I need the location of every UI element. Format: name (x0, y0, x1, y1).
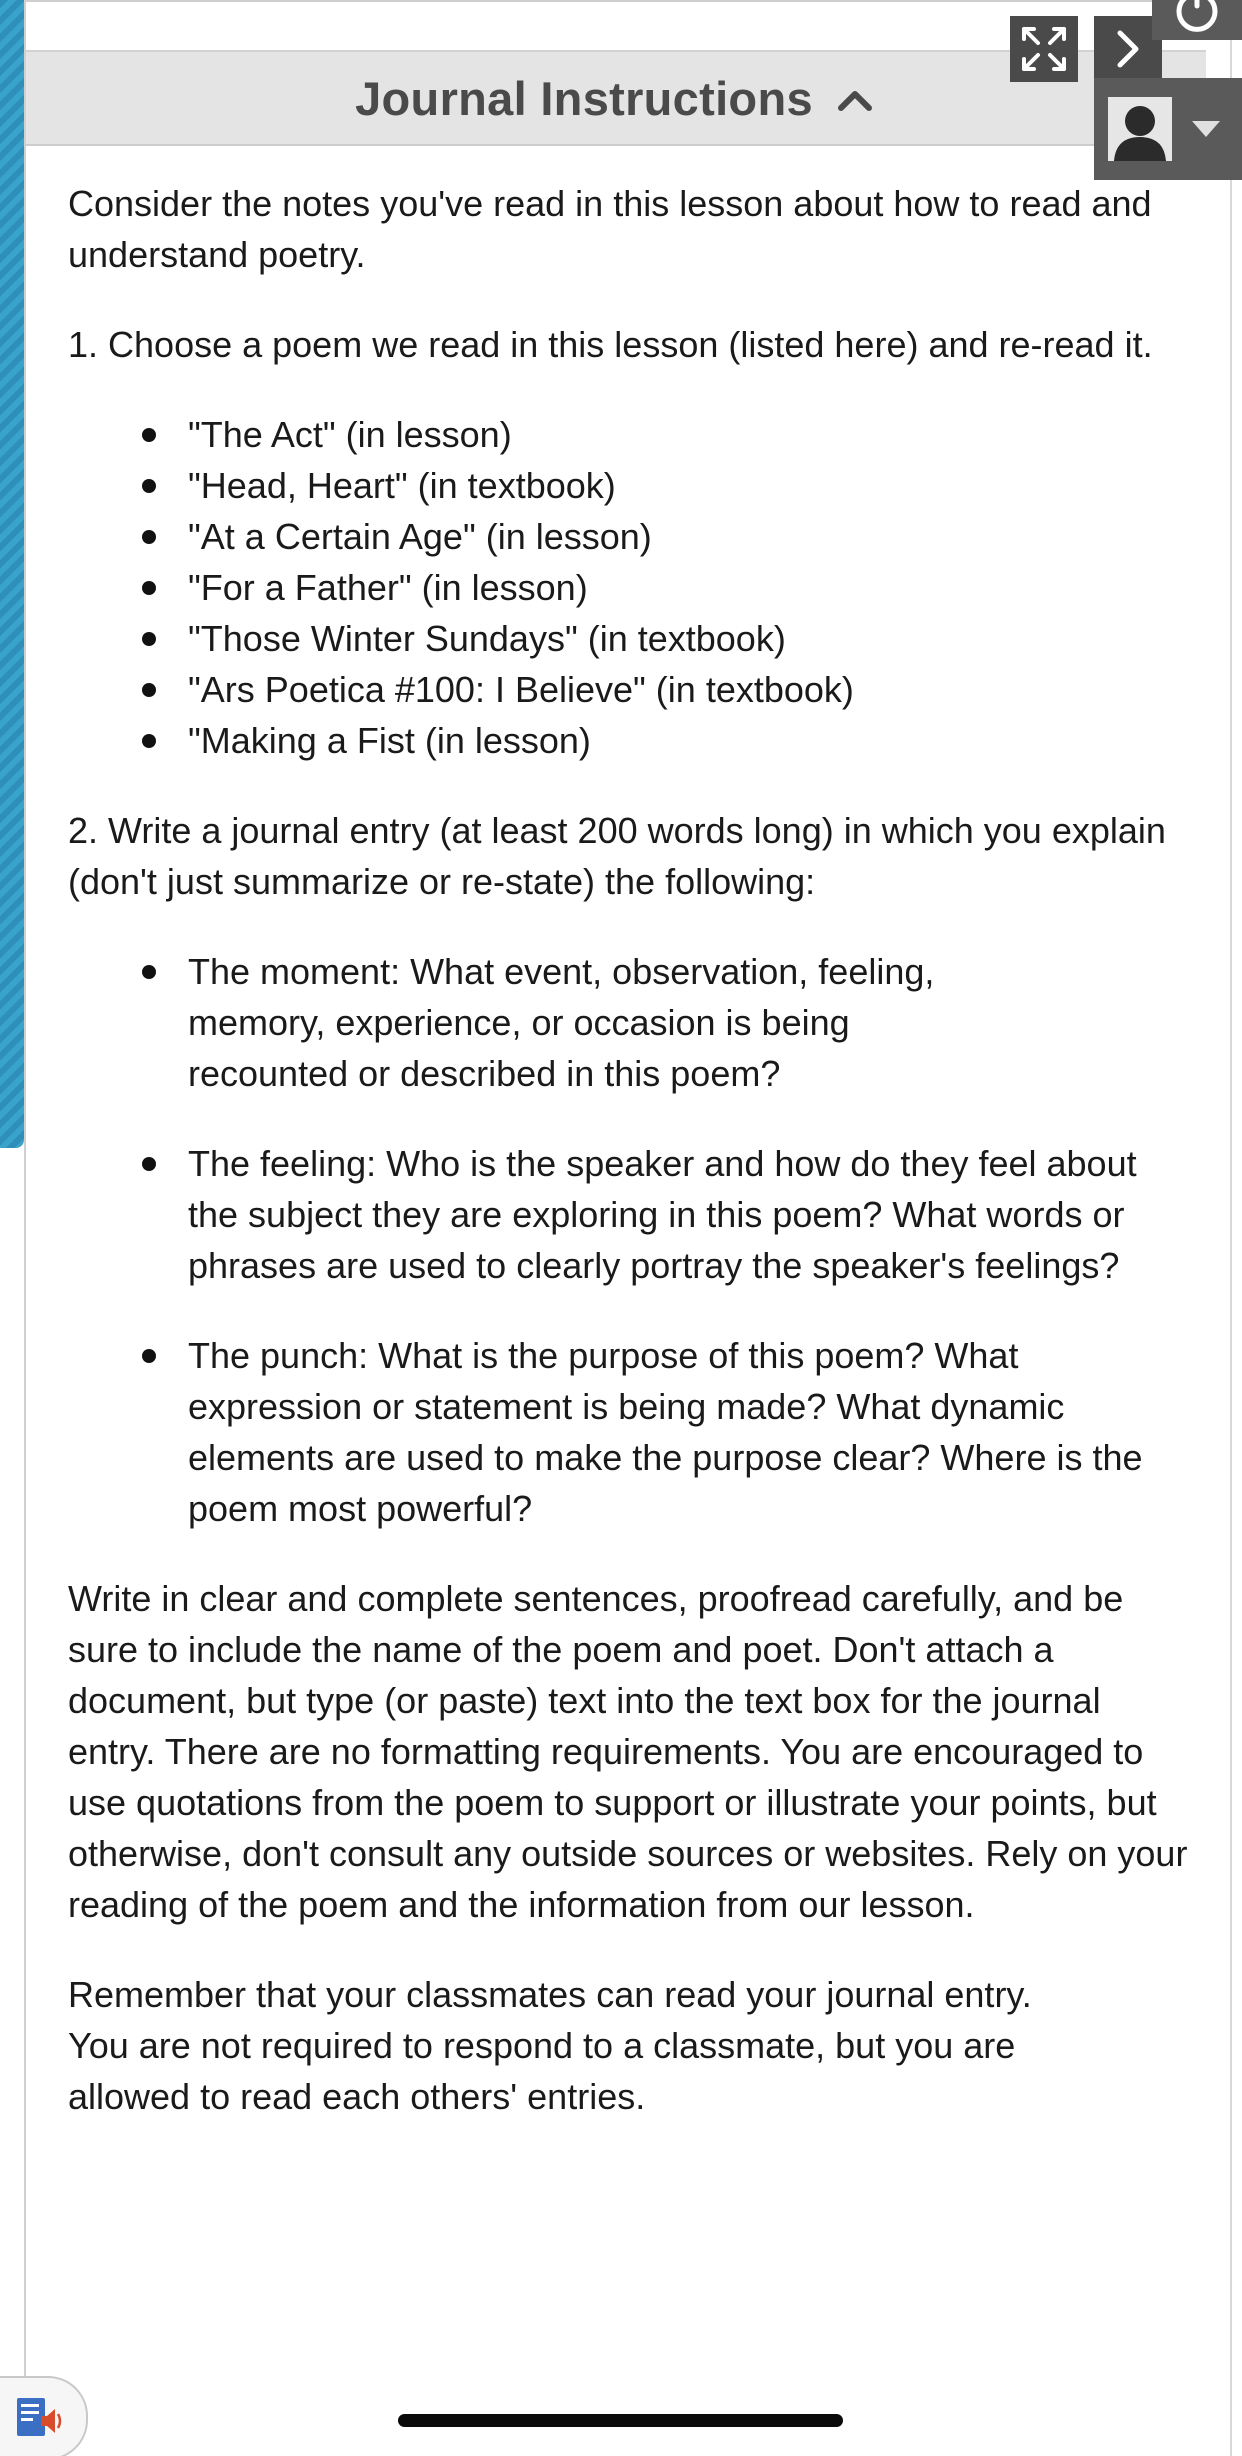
frame-right-border (1230, 0, 1232, 2456)
reminder-paragraph: Remember that your classmates can read your journal entry. You are not required to respond to a classmate, but you are allowed to read each others' entries. (68, 1974, 1032, 2117)
poem-list-item: "Making a Fist (in lesson) (188, 715, 1188, 766)
home-indicator[interactable] (398, 2414, 843, 2427)
power-icon (1169, 0, 1225, 36)
chevron-up-icon[interactable] (833, 78, 877, 122)
frame-left-border (24, 0, 26, 2456)
user-menu-button[interactable] (1094, 78, 1242, 180)
left-accent-stripe (0, 0, 24, 1148)
text-to-speech-button[interactable] (0, 2376, 88, 2456)
top-border (26, 0, 1171, 2)
expand-button[interactable] (1010, 16, 1078, 82)
poem-list-item: "Ars Poetica #100: I Believe" (in textbook) (188, 664, 1188, 715)
poem-list-item: "Those Winter Sundays" (in textbook) (188, 613, 1188, 664)
poem-list-item: "The Act" (in lesson) (188, 409, 1188, 460)
criteria-list (68, 946, 1188, 1534)
step-2-paragraph: 2. Write a journal entry (at least 200 words long) in which you explain (don't just summarize or re-state) the following: (68, 810, 1166, 902)
criteria-item-feeling: The feeling: Who is the speaker and how do they feel about the subject they are exploring in this poem? What words or phrases are used to clearly portray the speaker's feelings? (188, 1138, 1188, 1291)
page-title: Journal Instructions (355, 71, 813, 125)
poem-list-item: "For a Father" (in lesson) (188, 562, 1188, 613)
poem-list-item: "At a Certain Age" (in lesson) (188, 511, 1188, 562)
avatar (1108, 97, 1172, 161)
guidelines-paragraph: Write in clear and complete sentences, proofread carefully, and be sure to include the name of the poem and poet. Don't attach a document, but type (or paste) text into the text box for the journal entry. There are no formatting requirements. You are encouraged to use quotations from the poem to support or illustrate your points, but otherwise, don't consult any outside sources or websites. Rely on your reading of the poem and the information from our lesson. (68, 1578, 1188, 1925)
power-button[interactable] (1152, 0, 1242, 40)
user-avatar-icon (1108, 97, 1172, 161)
intro-paragraph: Consider the notes you've read in this lesson about how to read and understand poetry. (68, 183, 1152, 275)
poem-list-item: "Head, Heart" (in textbook) (188, 460, 1188, 511)
criteria-item-punch: The punch: What is the purpose of this poem? What expression or statement is being made? What dynamic elements are used to make the purpose clear? Where is the poem most powerful? (188, 1330, 1188, 1534)
criteria-item-moment: The moment: What event, observation, feeling, memory, experience, or occasion is being recounted or described in this poem? (188, 946, 1188, 1099)
chevron-right-icon (1108, 27, 1148, 71)
speaker-document-icon (13, 2394, 65, 2442)
expand-icon (1018, 23, 1070, 75)
caret-down-icon (1192, 119, 1220, 139)
journal-instructions-body (68, 178, 1188, 2161)
step-1-paragraph: 1. Choose a poem we read in this lesson (listed here) and re-read it. (68, 324, 1153, 365)
poem-list (68, 409, 1188, 766)
